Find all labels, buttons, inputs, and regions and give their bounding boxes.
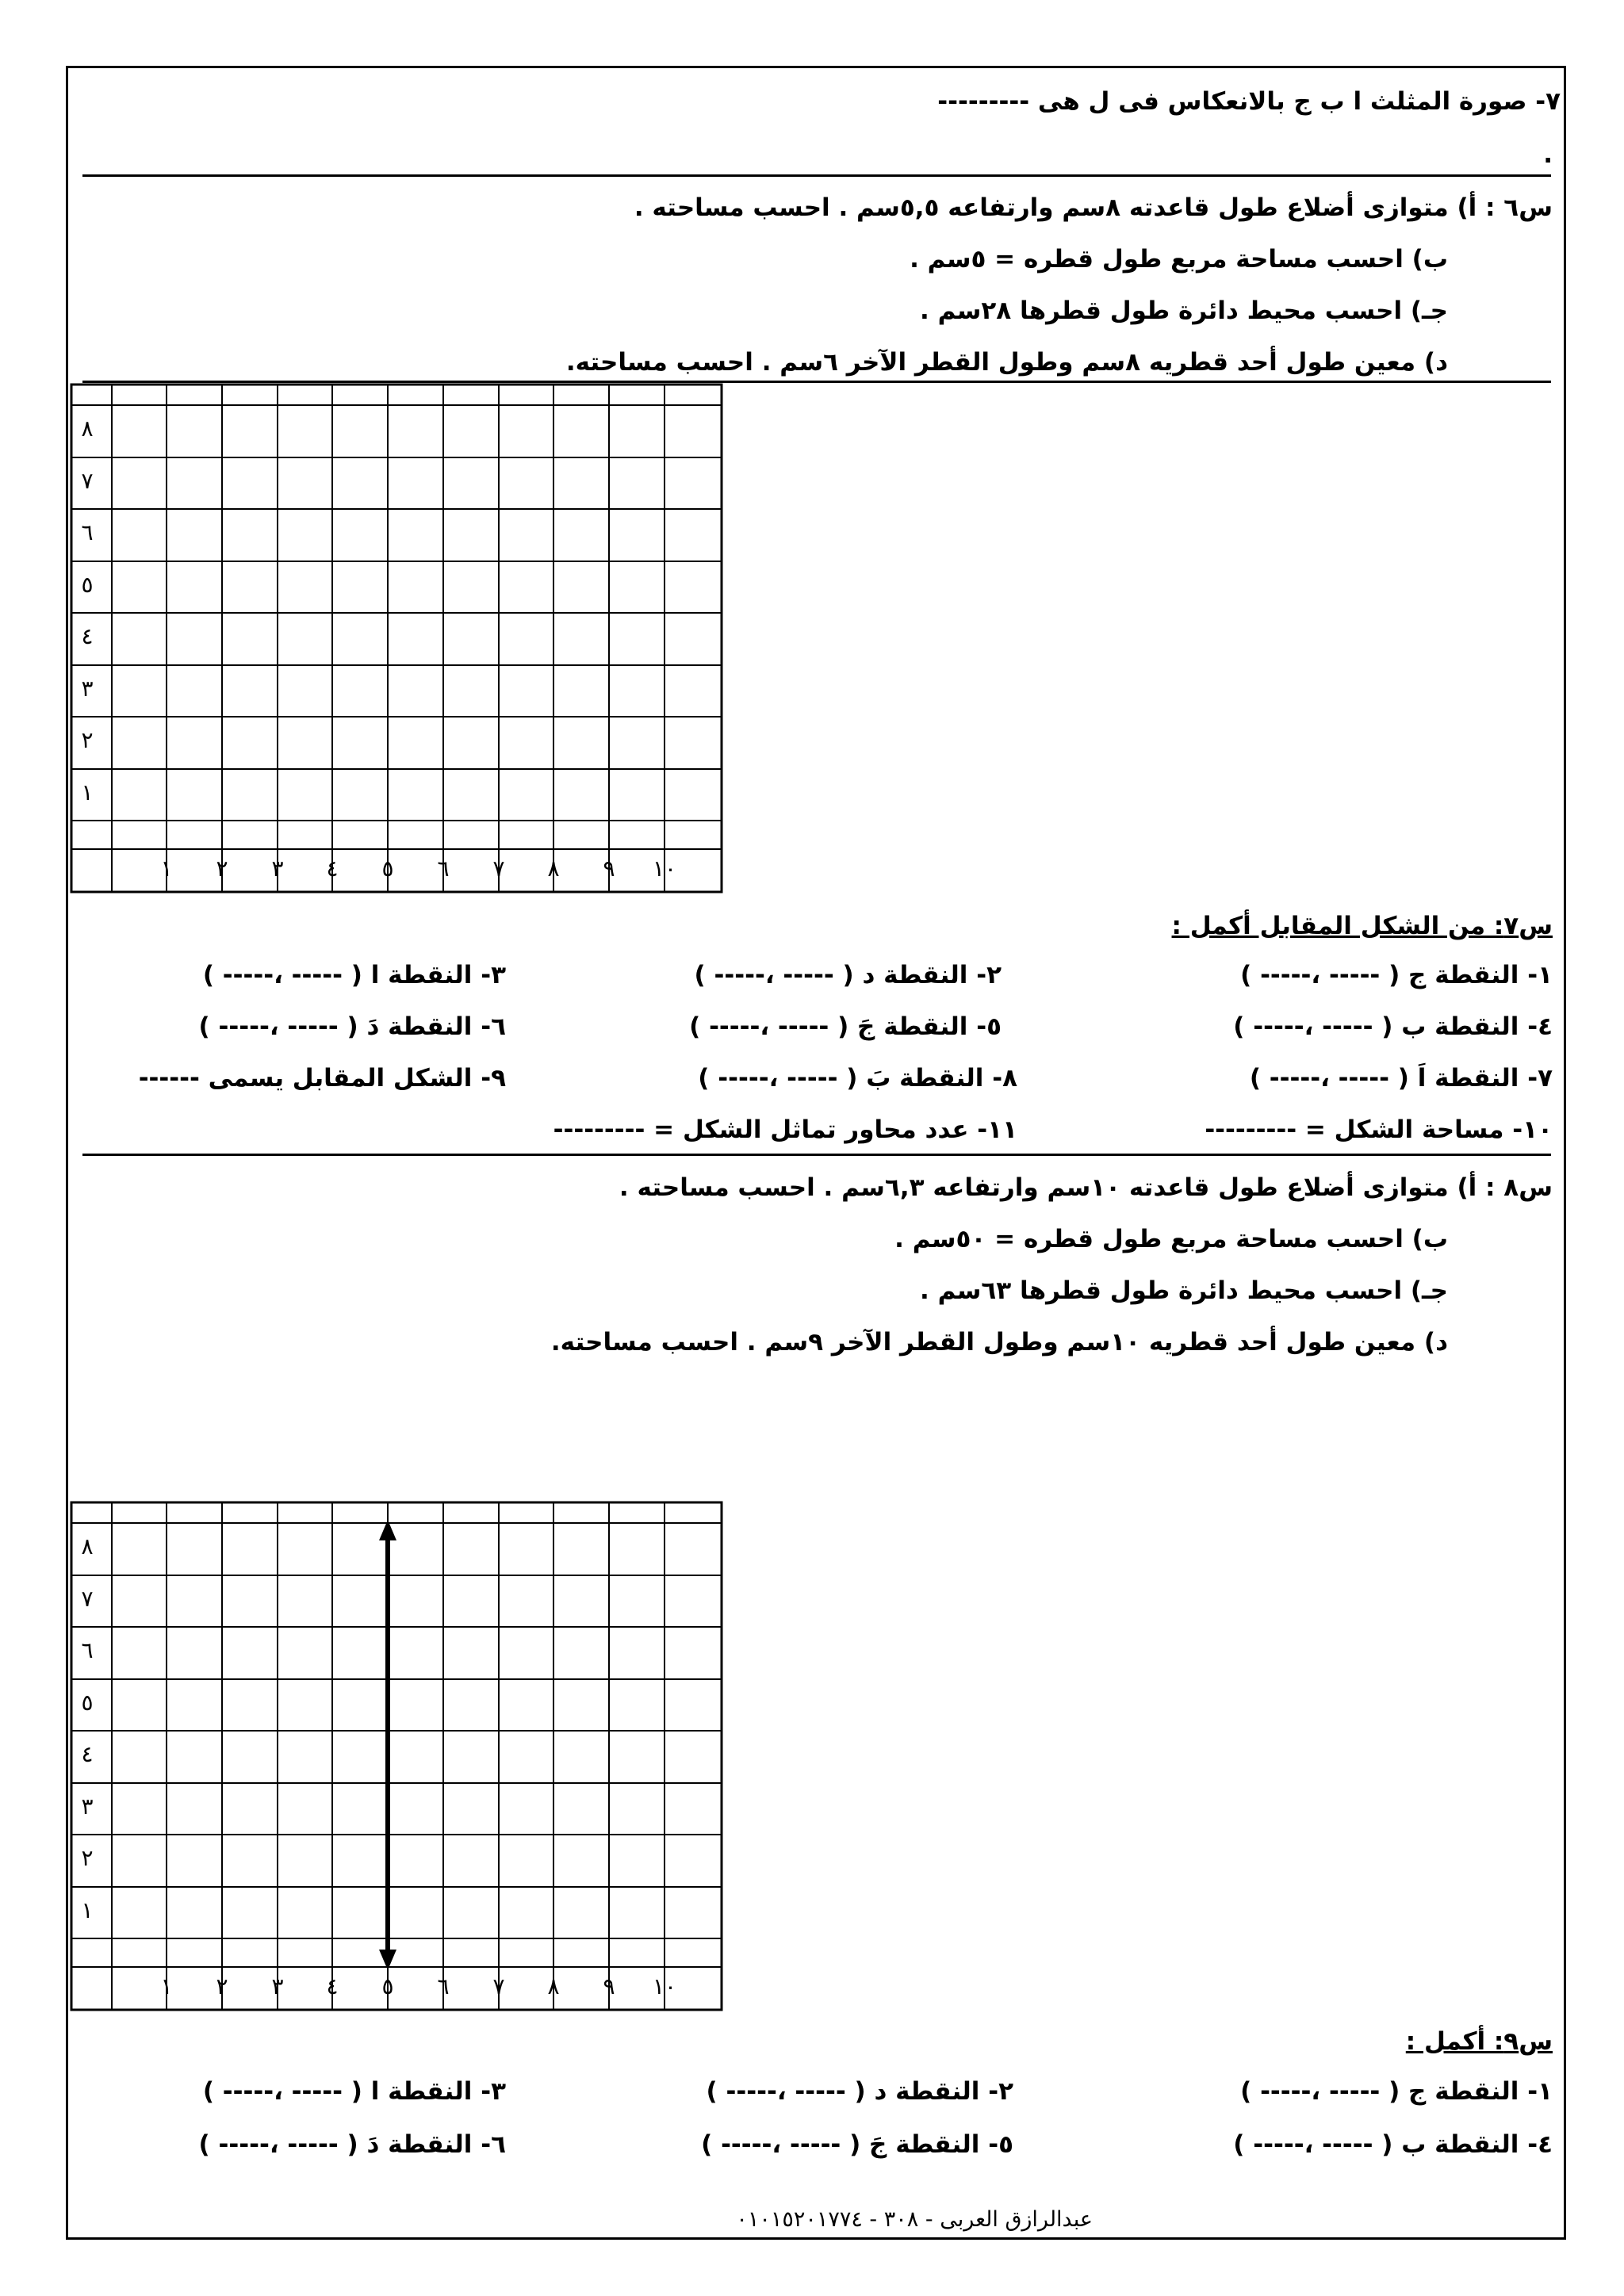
vertical-arrow-line bbox=[379, 1520, 396, 1970]
g2-x-label-9: ٩ bbox=[603, 1973, 615, 1999]
g1-x-label-5: ٥ bbox=[381, 855, 394, 882]
q9-item-1: ١- النقطة ج ( ----- ،----- ) bbox=[1240, 2077, 1553, 2106]
g1-x-label-7: ٧ bbox=[492, 855, 505, 882]
g2-y-label-8: ٨ bbox=[81, 1533, 94, 1559]
q7-item-2: ٢- النقطة د ( ----- ،----- ) bbox=[694, 961, 1002, 989]
g2-x-label-3: ٣ bbox=[271, 1973, 284, 1999]
g1-y-label-8: ٨ bbox=[81, 415, 94, 442]
q7-item-6: ٦- النقطة دَ ( ----- ،----- ) bbox=[198, 1012, 506, 1041]
g2-y-label-6: ٦ bbox=[81, 1637, 94, 1663]
q7-item-1: ١- النقطة ج ( ----- ،----- ) bbox=[1240, 961, 1553, 989]
g2-x-label-10: ١٠ bbox=[652, 1973, 677, 1999]
q6-part-a: س٦ : أ) متوازى أضلاع طول قاعدته ٨سم وارتفاعه ٥,٥سم . احسب مساحته . bbox=[634, 193, 1553, 222]
q7-item-3: ٣- النقطة ا ( ----- ،----- ) bbox=[202, 961, 506, 989]
g2-x-label-5: ٥ bbox=[381, 1973, 394, 1999]
grid-1-lines bbox=[71, 385, 722, 892]
q7-reflection-question: ٧- صورة المثلث ا ب ج بالانعكاس فى ل هى --------- bbox=[937, 87, 1561, 116]
q9-item-5: ٥- النقطة جَ ( ----- ،----- ) bbox=[701, 2130, 1013, 2159]
stray-dot: . bbox=[1543, 140, 1553, 169]
g2-y-label-1: ١ bbox=[81, 1897, 94, 1923]
q9-item-4: ٤- النقطة ب ( ----- ،----- ) bbox=[1233, 2130, 1553, 2159]
g1-y-label-2: ٢ bbox=[81, 727, 94, 753]
q7-item-10: ١٠- مساحة الشكل = --------- bbox=[1205, 1115, 1553, 1144]
g2-x-label-4: ٤ bbox=[326, 1973, 339, 1999]
g1-x-label-9: ٩ bbox=[603, 855, 615, 882]
g2-x-label-8: ٨ bbox=[547, 1973, 560, 1999]
g1-x-label-2: ٢ bbox=[216, 855, 228, 882]
g2-x-label-6: ٦ bbox=[437, 1973, 450, 1999]
q9-item-3: ٣- النقطة ا ( ----- ،----- ) bbox=[202, 2077, 506, 2106]
q7-title: س٧: من الشكل المقابل أكمل : bbox=[1171, 912, 1553, 940]
g1-y-label-5: ٥ bbox=[81, 572, 94, 598]
g2-y-label-4: ٤ bbox=[81, 1741, 94, 1767]
q6-part-b: ب) احسب مساحة مربع طول قطره = ٥سم . bbox=[910, 245, 1448, 274]
g1-x-label-10: ١٠ bbox=[652, 855, 677, 882]
page-footer: عبدالرازق العربى - ٣٠٨ - ٠١٠١٥٢٠١٧٧٤ bbox=[736, 2207, 1093, 2232]
q7-item-11: ١١- عدد محاور تماثل الشكل = --------- bbox=[553, 1115, 1017, 1144]
g1-x-label-1: ١ bbox=[160, 855, 173, 882]
q7-item-5: ٥- النقطة جَ ( ----- ،----- ) bbox=[689, 1012, 1002, 1041]
q9-item-2: ٢- النقطة د ( ----- ،----- ) bbox=[706, 2077, 1013, 2106]
coordinate-grid-1 bbox=[70, 383, 724, 894]
g2-x-label-2: ٢ bbox=[216, 1973, 228, 1999]
divider-3 bbox=[82, 1154, 1551, 1156]
g1-y-label-1: ١ bbox=[81, 779, 94, 806]
q9-title: س٩: أكمل : bbox=[1405, 2027, 1553, 2056]
q8-part-c: جـ) احسب محيط دائرة طول قطرها ٦٣سم . bbox=[920, 1276, 1448, 1305]
q8-part-a: س٨ : أ) متوازى أضلاع طول قاعدته ١٠سم وارتفاعه ٦,٣سم . احسب مساحته . bbox=[619, 1173, 1553, 1202]
coordinate-grid-2 bbox=[70, 1501, 724, 2012]
g2-y-label-5: ٥ bbox=[81, 1689, 94, 1716]
q7-item-8: ٨- النقطة بَ ( ----- ،----- ) bbox=[698, 1064, 1017, 1093]
g1-x-label-4: ٤ bbox=[326, 855, 339, 882]
q8-part-d: د) معين طول أحد قطريه ١٠سم وطول القطر الآخر ٩سم . احسب مساحته. bbox=[550, 1328, 1448, 1357]
q7-item-4: ٤- النقطة ب ( ----- ،----- ) bbox=[1233, 1012, 1553, 1041]
q6-part-c: جـ) احسب محيط دائرة طول قطرها ٢٨سم . bbox=[920, 297, 1448, 325]
q9-item-6: ٦- النقطة دَ ( ----- ،----- ) bbox=[198, 2130, 506, 2159]
g1-y-label-4: ٤ bbox=[81, 623, 94, 649]
q6-part-d: د) معين طول أحد قطريه ٨سم وطول القطر الآخر ٦سم . احسب مساحته. bbox=[565, 348, 1448, 377]
q8-part-b: ب) احسب مساحة مربع طول قطره = ٥٠سم . bbox=[894, 1225, 1448, 1253]
g1-y-label-3: ٣ bbox=[81, 675, 94, 702]
q7-item-7: ٧- النقطة اَ ( ----- ،----- ) bbox=[1249, 1064, 1553, 1093]
g2-y-label-3: ٣ bbox=[81, 1793, 94, 1820]
g2-x-label-7: ٧ bbox=[492, 1973, 505, 1999]
g1-x-label-8: ٨ bbox=[547, 855, 560, 882]
g2-x-label-1: ١ bbox=[160, 1973, 173, 1999]
divider-1 bbox=[82, 174, 1551, 177]
q7-item-9: ٩- الشكل المقابل يسمى ------ bbox=[138, 1064, 506, 1093]
g2-y-label-7: ٧ bbox=[81, 1586, 94, 1612]
g1-x-label-6: ٦ bbox=[437, 855, 450, 882]
g1-y-label-6: ٦ bbox=[81, 519, 94, 545]
g1-x-label-3: ٣ bbox=[271, 855, 284, 882]
g1-y-label-7: ٧ bbox=[81, 468, 94, 494]
grid-2-lines bbox=[71, 1502, 722, 2010]
g2-y-label-2: ٢ bbox=[81, 1845, 94, 1871]
